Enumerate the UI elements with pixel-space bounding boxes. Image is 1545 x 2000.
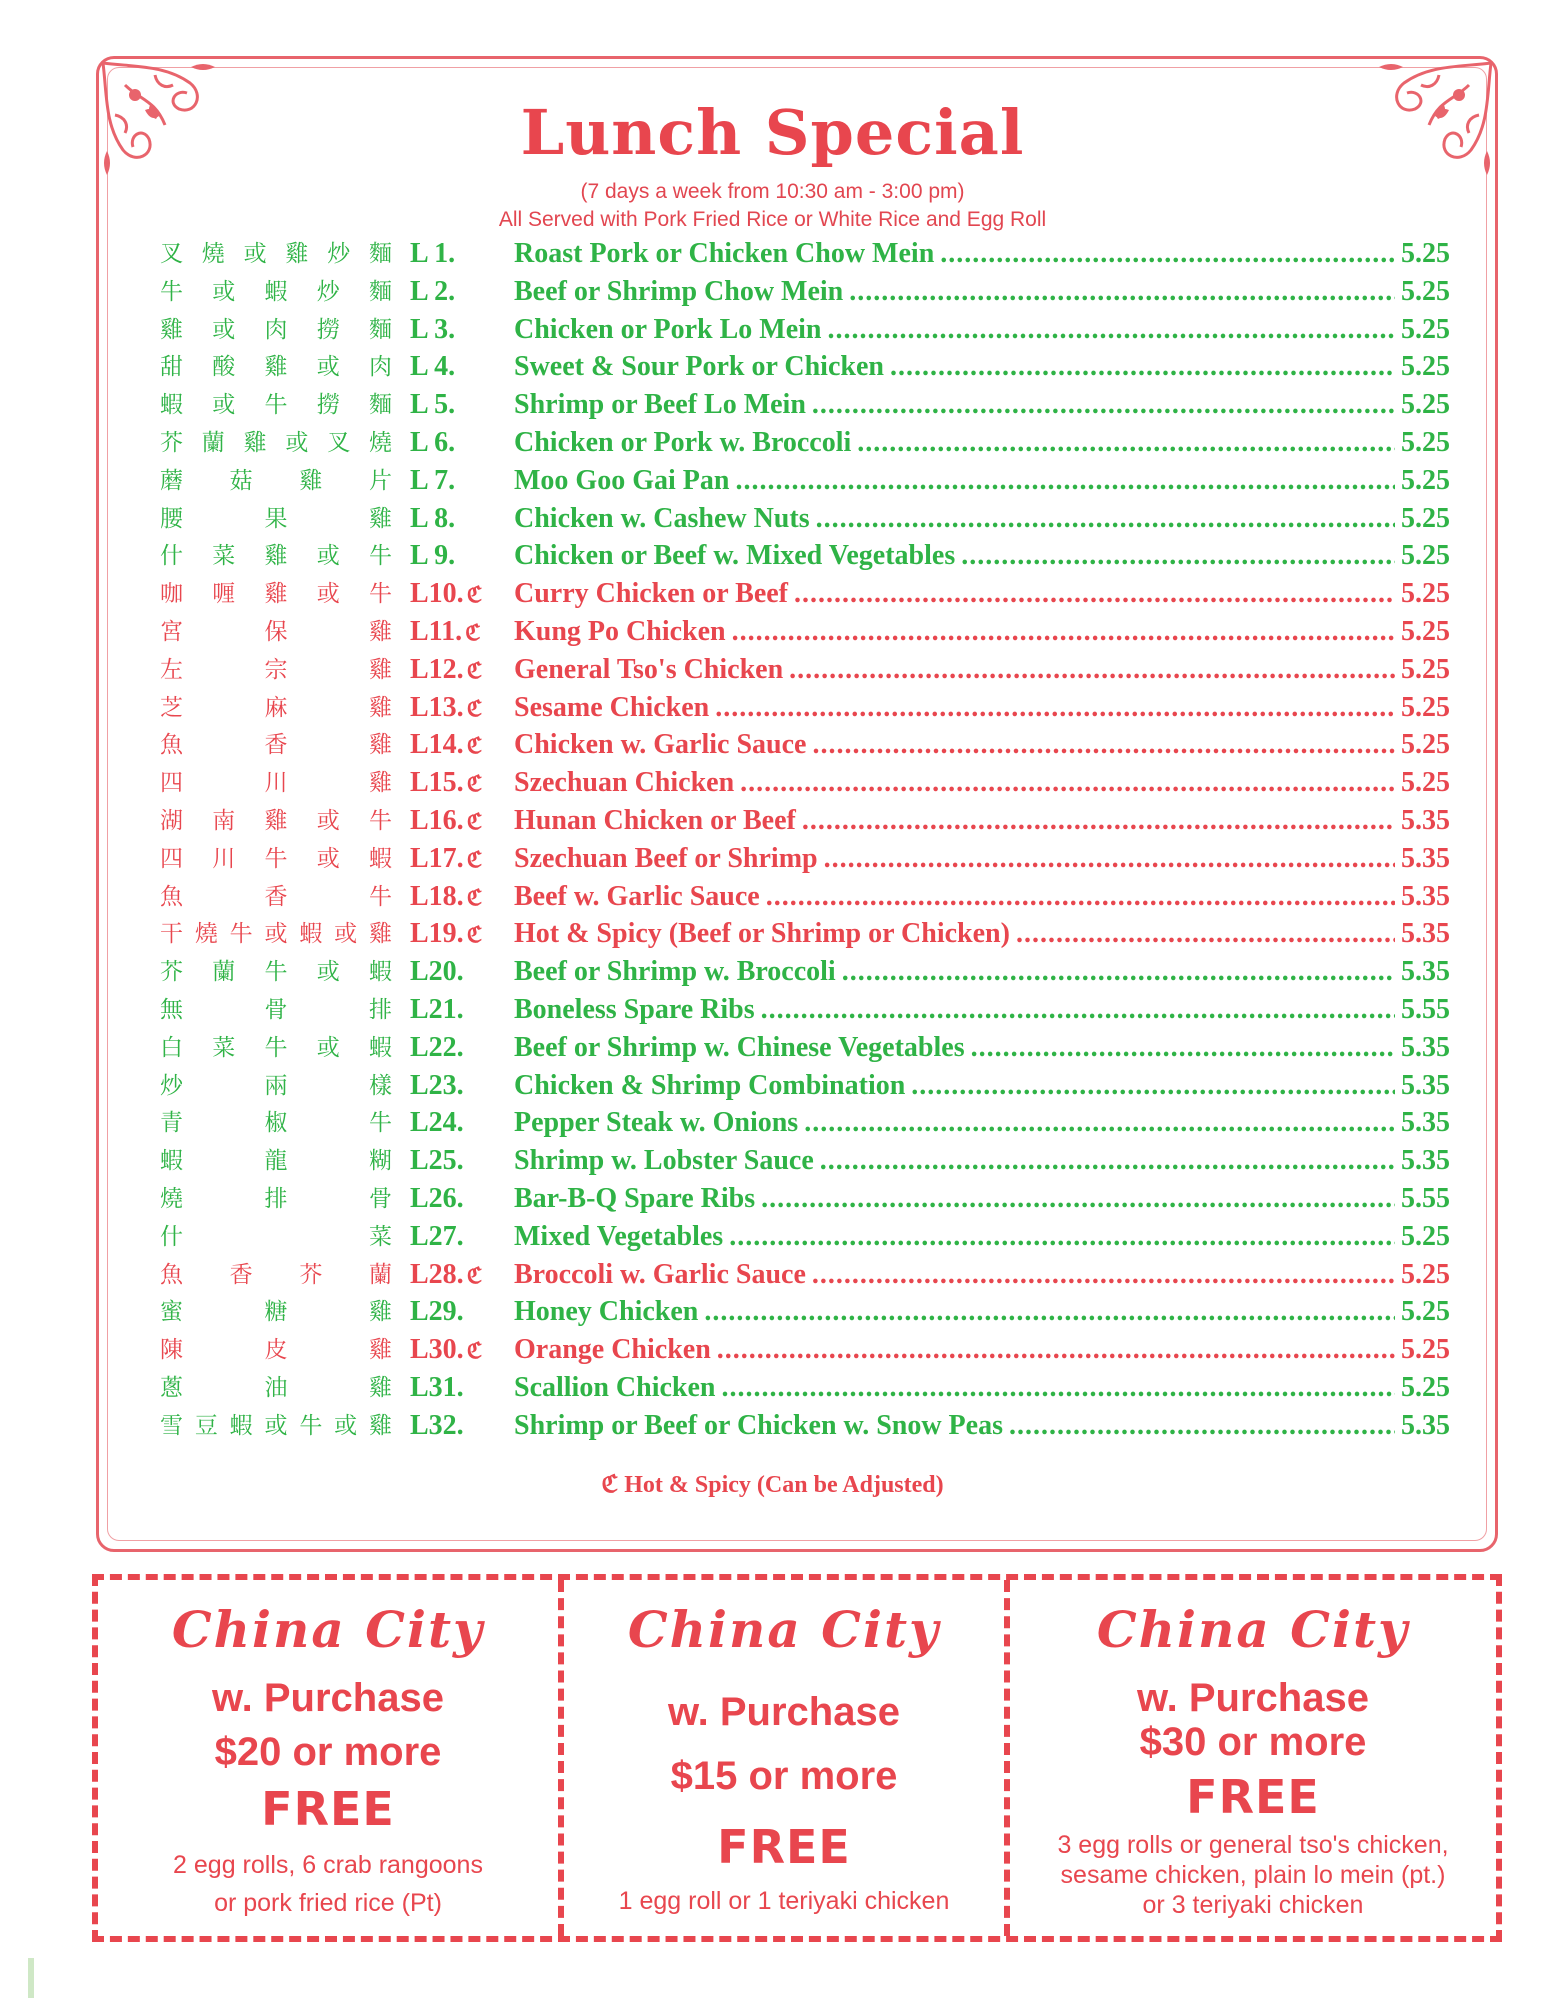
menu-item-name: Sweet & Sour Pork or Chicken	[514, 351, 884, 383]
menu-item-chinese-name: 炒 兩 樣	[160, 1072, 392, 1099]
menu-item-price: 5.55	[1401, 1182, 1450, 1214]
menu-item-chinese-name: 什 菜 雞 或 牛	[160, 543, 392, 570]
menu-item-row	[160, 501, 1450, 539]
menu-item-name: Broccoli w. Garlic Sauce	[514, 1258, 806, 1290]
menu-item-code-cell	[410, 1105, 520, 1141]
dot-leader	[804, 1105, 1395, 1141]
menu-item-row	[160, 841, 1450, 879]
menu-item-code: L32.	[410, 1409, 464, 1441]
menu-item-name-line	[514, 236, 1450, 272]
menu-item-chinese-name: 魚 香 雞	[160, 732, 392, 759]
menu-item-row	[160, 652, 1450, 690]
menu-item-price: 5.35	[1401, 956, 1450, 988]
pepper-icon: ℭ	[466, 657, 483, 683]
menu-item-price: 5.25	[1401, 238, 1450, 269]
menu-item-code-cell	[410, 1068, 520, 1104]
menu-item-chinese-name: 蜜 糖 雞	[160, 1299, 392, 1326]
menu-item-name-line	[514, 576, 1450, 612]
menu-item-name: Szechuan Chicken	[514, 767, 735, 799]
menu-item-name: Chicken & Shrimp Combination	[514, 1069, 906, 1101]
menu-item-name-line	[514, 349, 1450, 385]
menu-item-code-cell	[410, 727, 520, 764]
menu-item-name: Chicken w. Cashew Nuts	[514, 502, 810, 534]
menu-item-row	[160, 1257, 1450, 1295]
pepper-icon: ℭ	[466, 582, 483, 608]
menu-item-name-line	[514, 387, 1450, 423]
coupon-description: 2 egg rolls, 6 crab rangoons	[173, 1851, 483, 1879]
menu-item-code: L30.	[410, 1334, 464, 1366]
menu-item-price: 5.25	[1401, 502, 1450, 534]
menu-item-price: 5.35	[1401, 918, 1450, 950]
dot-leader	[766, 879, 1395, 915]
menu-item-name: Curry Chicken or Beef	[514, 578, 788, 610]
menu-item-code-cell	[410, 1408, 520, 1444]
dot-leader	[715, 690, 1395, 726]
menu-item-chinese-name: 魚 香 牛	[160, 883, 392, 910]
menu-item-row	[160, 1143, 1450, 1181]
menu-item-row	[160, 690, 1450, 728]
menu-item-chinese-name: 左 宗 雞	[160, 656, 392, 683]
pepper-icon: ℭ	[466, 884, 483, 910]
menu-item-code: L18.	[410, 880, 464, 912]
hours-subtitle: (7 days a week from 10:30 am - 3:00 pm)	[580, 180, 965, 203]
menu-item-code: L14.	[410, 729, 464, 761]
menu-item-price: 5.25	[1401, 578, 1450, 610]
menu-item-chinese-name: 芥 蘭 牛 或 蝦	[160, 959, 392, 986]
coupon-description: or pork fried rice (Pt)	[214, 1889, 442, 1917]
menu-item-name-line	[514, 614, 1450, 650]
menu-item-name: Boneless Spare Ribs	[514, 993, 755, 1025]
pepper-icon: ℭ	[601, 1472, 619, 1498]
menu-item-price: 5.25	[1401, 464, 1450, 496]
menu-item-code-cell	[410, 236, 520, 272]
menu-item-row	[160, 1332, 1450, 1370]
menu-item-price: 5.35	[1401, 804, 1450, 836]
menu-item-code: L21.	[410, 993, 464, 1025]
menu-item-code: L 7.	[410, 464, 456, 496]
menu-item-chinese-name: 芝 麻 雞	[160, 694, 392, 721]
menu-item-code: L19.	[410, 918, 464, 950]
menu-item-chinese-name: 宮 保 雞	[160, 618, 392, 645]
dot-leader	[961, 538, 1395, 574]
dot-leader	[717, 1332, 1395, 1368]
menu-item-chinese-name: 魚 香 芥 蘭	[160, 1261, 392, 1288]
menu-item-row	[160, 1105, 1450, 1143]
menu-item-row	[160, 274, 1450, 312]
menu-item-name: Scallion Chicken	[514, 1371, 716, 1403]
menu-item-code-cell	[410, 274, 520, 310]
coupon-threshold: $20 or more	[214, 1730, 442, 1774]
menu-item-code: L 2.	[410, 275, 456, 307]
menu-item-price: 5.25	[1401, 767, 1450, 799]
menu-item-name: Beef w. Garlic Sauce	[514, 880, 760, 912]
dot-leader	[761, 992, 1395, 1028]
menu-item-name-line	[514, 1068, 1450, 1104]
menu-item-name-line	[514, 1143, 1450, 1179]
menu-item-code: L 5.	[410, 389, 456, 421]
menu-list	[160, 236, 1450, 1446]
menu-item-row	[160, 463, 1450, 501]
menu-item-code-cell	[410, 954, 520, 990]
menu-item-name-line	[514, 1408, 1450, 1444]
menu-item-row	[160, 1068, 1450, 1106]
menu-item-name: Beef or Shrimp Chow Mein	[514, 275, 844, 307]
menu-item-name: Moo Goo Gai Pan	[514, 464, 730, 496]
menu-item-code-cell	[410, 576, 520, 613]
menu-item-name-line	[514, 992, 1450, 1028]
menu-item-name-line	[514, 1181, 1450, 1217]
menu-item-name-line	[514, 1257, 1450, 1293]
menu-item-chinese-name: 四 川 雞	[160, 770, 392, 797]
dot-leader	[940, 236, 1395, 272]
menu-item-row	[160, 614, 1450, 652]
menu-item-row	[160, 1408, 1450, 1446]
menu-item-code: L 3.	[410, 313, 456, 345]
menu-item-row	[160, 236, 1450, 274]
menu-item-name-line	[514, 1105, 1450, 1141]
menu-item-code: L10.	[410, 578, 464, 610]
spicy-footnote	[0, 1470, 1545, 1499]
menu-item-name-line	[514, 803, 1450, 839]
menu-item-name: Szechuan Beef or Shrimp	[514, 842, 818, 874]
coupon-free-label: FREE	[717, 1820, 851, 1874]
menu-item-code-cell	[410, 1143, 520, 1179]
menu-item-code: L 6.	[410, 426, 456, 458]
page-title: Lunch Special	[520, 96, 1025, 169]
menu-item-code-cell	[410, 652, 520, 689]
dot-leader	[735, 463, 1395, 499]
menu-item-name: Honey Chicken	[514, 1296, 699, 1328]
menu-item-row	[160, 727, 1450, 765]
dot-leader	[721, 1370, 1395, 1406]
served-with-subtitle: All Served with Pork Fried Rice or White Rice and Egg Roll	[498, 208, 1047, 231]
menu-item-name: Chicken or Pork Lo Mein	[514, 313, 822, 345]
coupon-description: or 3 teriyaki chicken	[1142, 1891, 1364, 1919]
menu-item-price: 5.25	[1401, 691, 1450, 723]
scan-artifact	[28, 1958, 34, 1998]
menu-item-price: 5.25	[1401, 1296, 1450, 1328]
coupon-15[interactable]	[564, 1580, 1004, 1936]
menu-item-chinese-name: 蝦 龍 糊	[160, 1148, 392, 1175]
menu-item-code: L17.	[410, 842, 464, 874]
menu-item-price: 5.35	[1401, 842, 1450, 874]
menu-item-chinese-name: 叉 燒 或 雞 炒 麵	[160, 241, 392, 267]
dot-leader	[857, 425, 1395, 461]
menu-item-name: Beef or Shrimp w. Chinese Vegetables	[514, 1031, 965, 1063]
menu-item-code-cell	[410, 614, 520, 651]
dot-leader	[802, 803, 1395, 839]
menu-item-price: 5.35	[1401, 1107, 1450, 1139]
menu-item-name: Chicken w. Garlic Sauce	[514, 729, 807, 761]
menu-item-name: Shrimp or Beef Lo Mein	[514, 389, 806, 421]
menu-item-row	[160, 1030, 1450, 1068]
dot-leader	[812, 727, 1395, 763]
menu-item-name-line	[514, 879, 1450, 915]
menu-item-name-line	[514, 916, 1450, 952]
menu-item-code: L 8.	[410, 502, 456, 534]
menu-item-name-line	[514, 727, 1450, 763]
menu-item-code: L20.	[410, 956, 464, 988]
menu-item-chinese-name: 湖 南 雞 或 牛	[160, 807, 392, 834]
menu-item-price: 5.25	[1401, 729, 1450, 761]
menu-item-price: 5.25	[1401, 1220, 1450, 1252]
dot-leader	[740, 765, 1395, 801]
menu-item-code: L28.	[410, 1258, 464, 1290]
menu-item-code: L26.	[410, 1182, 464, 1214]
menu-item-code-cell	[410, 1257, 520, 1294]
dot-leader	[1016, 916, 1395, 952]
coupon-free-label: FREE	[261, 1782, 395, 1836]
menu-item-code-cell	[410, 803, 520, 840]
menu-item-price: 5.35	[1401, 1409, 1450, 1441]
pepper-icon: ℭ	[466, 695, 483, 721]
coupon-threshold: $30 or more	[1139, 1720, 1367, 1764]
menu-item-price: 5.25	[1401, 389, 1450, 421]
menu-item-code-cell	[410, 1332, 520, 1369]
menu-item-row	[160, 803, 1450, 841]
menu-item-row	[160, 992, 1450, 1030]
menu-item-row	[160, 312, 1450, 350]
dot-leader	[849, 274, 1395, 310]
menu-item-name: Kung Po Chicken	[514, 615, 726, 647]
menu-item-price: 5.25	[1401, 1258, 1450, 1290]
menu-item-name-line	[514, 1294, 1450, 1330]
spicy-footnote-text: Hot & Spicy (Can be Adjusted)	[624, 1472, 944, 1498]
dot-leader	[812, 1257, 1395, 1293]
menu-item-price: 5.25	[1401, 351, 1450, 383]
menu-item-name: Pepper Steak w. Onions	[514, 1107, 799, 1139]
menu-item-chinese-name: 青 椒 牛	[160, 1110, 392, 1137]
pepper-icon: ℭ	[466, 733, 483, 759]
dot-leader	[729, 1219, 1395, 1255]
menu-item-code: L25.	[410, 1145, 464, 1177]
menu-item-code: L 1.	[410, 238, 456, 269]
menu-item-name-line	[514, 954, 1450, 990]
dot-leader	[820, 1143, 1395, 1179]
menu-item-chinese-name: 干 燒 牛 或 蝦 或 雞	[160, 921, 392, 948]
dot-leader	[732, 614, 1395, 650]
menu-item-price: 5.25	[1401, 653, 1450, 685]
menu-item-code: L23.	[410, 1069, 464, 1101]
dot-leader	[890, 349, 1395, 385]
menu-item-price: 5.25	[1401, 275, 1450, 307]
menu-item-name-line	[514, 690, 1450, 726]
menu-item-name-line	[514, 1370, 1450, 1406]
menu-item-name-line	[514, 274, 1450, 310]
menu-item-name-line	[514, 1332, 1450, 1368]
menu-item-price: 5.35	[1401, 1145, 1450, 1177]
menu-item-name-line	[514, 765, 1450, 801]
menu-item-name: Roast Pork or Chicken Chow Mein	[514, 238, 935, 269]
pepper-icon: ℭ	[466, 922, 483, 948]
menu-item-name: Beef or Shrimp w. Broccoli	[514, 956, 836, 988]
menu-item-name: Hot & Spicy (Beef or Shrimp or Chicken)	[514, 918, 1010, 950]
coupon-purchase-label: w. Purchase	[212, 1676, 444, 1720]
menu-item-row	[160, 425, 1450, 463]
menu-item-row	[160, 1370, 1450, 1408]
pepper-icon: ℭ	[466, 846, 483, 872]
menu-item-code-cell	[410, 349, 520, 385]
menu-item-code: L27.	[410, 1220, 464, 1252]
menu-item-code-cell	[410, 1181, 520, 1217]
menu-item-chinese-name: 蝦 或 牛 撈 麵	[160, 392, 392, 419]
menu-item-code-cell	[410, 312, 520, 348]
coupon-description: 3 egg rolls or general tso's chicken,	[1057, 1831, 1449, 1859]
menu-item-name-line	[514, 1219, 1450, 1255]
menu-item-code: L13.	[410, 691, 464, 723]
menu-item-chinese-name: 甜 酸 雞 或 肉	[160, 354, 392, 381]
menu-item-chinese-name: 白 菜 牛 或 蝦	[160, 1034, 392, 1061]
menu-item-name: Chicken or Beef w. Mixed Vegetables	[514, 540, 956, 572]
coupon-strip	[92, 1574, 1502, 1942]
menu-item-price: 5.35	[1401, 880, 1450, 912]
menu-item-row	[160, 916, 1450, 954]
pepper-icon: ℭ	[466, 771, 483, 797]
dot-leader	[842, 954, 1395, 990]
dot-leader	[827, 312, 1395, 348]
menu-item-name: Orange Chicken	[514, 1334, 711, 1366]
menu-item-chinese-name: 芥 蘭 雞 或 叉 燒	[160, 429, 392, 456]
menu-item-name-line	[514, 652, 1450, 688]
menu-item-name: Chicken or Pork w. Broccoli	[514, 426, 852, 458]
pepper-icon: ℭ	[466, 1338, 483, 1364]
menu-item-code: L22.	[410, 1031, 464, 1063]
menu-item-row	[160, 1294, 1450, 1332]
coupon-description: 1 egg roll or 1 teriyaki chicken	[618, 1887, 950, 1915]
dot-leader	[824, 841, 1395, 877]
menu-item-chinese-name: 牛 或 蝦 炒 麵	[160, 278, 392, 305]
menu-item-code-cell	[410, 841, 520, 878]
coupon-30[interactable]	[1010, 1580, 1496, 1936]
menu-item-name: Shrimp or Beef or Chicken w. Snow Peas	[514, 1409, 1003, 1441]
menu-item-name-line	[514, 425, 1450, 461]
menu-item-code-cell	[410, 387, 520, 423]
coupon-brand: China City	[1096, 1600, 1410, 1659]
coupon-threshold: $15 or more	[670, 1754, 898, 1798]
menu-item-name: Shrimp w. Lobster Sauce	[514, 1145, 814, 1177]
menu-item-code-cell	[410, 1294, 520, 1330]
menu-item-name-line	[514, 841, 1450, 877]
menu-item-name: Hunan Chicken or Beef	[514, 804, 796, 836]
coupon-purchase-label: w. Purchase	[1137, 1676, 1369, 1720]
menu-item-code-cell	[410, 1370, 520, 1406]
menu-item-price: 5.25	[1401, 426, 1450, 458]
menu-item-name: General Tso's Chicken	[514, 653, 784, 685]
coupon-brand: China City	[627, 1600, 941, 1659]
menu-item-code: L24.	[410, 1107, 464, 1139]
menu-item-code-cell	[410, 690, 520, 727]
menu-item-code-cell	[410, 992, 520, 1028]
menu-item-price: 5.25	[1401, 1371, 1450, 1403]
menu-item-chinese-name: 雞 或 肉 撈 麵	[160, 316, 392, 343]
menu-item-code: L31.	[410, 1371, 464, 1403]
menu-item-chinese-name: 燒 排 骨	[160, 1185, 392, 1212]
dot-leader	[789, 652, 1395, 688]
coupon-20[interactable]	[98, 1580, 558, 1936]
menu-item-code: L12.	[410, 653, 464, 685]
menu-item-code-cell	[410, 501, 520, 537]
menu-item-code-cell	[410, 1219, 520, 1255]
menu-item-price: 5.25	[1401, 313, 1450, 345]
menu-item-chinese-name: 蘑 菇 雞 片	[160, 467, 392, 494]
dot-leader	[1009, 1408, 1395, 1444]
menu-item-code: L 4.	[410, 351, 456, 383]
menu-item-code: L15.	[410, 767, 464, 799]
menu-item-chinese-name: 蔥 油 雞	[160, 1374, 392, 1401]
menu-item-code: L11.	[410, 615, 463, 647]
menu-item-name-line	[514, 501, 1450, 537]
menu-item-price: 5.25	[1401, 1334, 1450, 1366]
menu-item-chinese-name: 雪 豆 蝦 或 牛 或 雞	[160, 1412, 392, 1439]
menu-item-name-line	[514, 463, 1450, 499]
pepper-icon: ℭ	[465, 619, 481, 645]
menu-item-chinese-name: 咖 喱 雞 或 牛	[160, 581, 392, 608]
dot-leader	[761, 1181, 1395, 1217]
pepper-icon: ℭ	[466, 808, 483, 834]
menu-item-name-line	[514, 312, 1450, 348]
menu-item-code-cell	[410, 1030, 520, 1066]
menu-item-row	[160, 387, 1450, 425]
menu-item-row	[160, 1181, 1450, 1219]
dot-leader	[704, 1294, 1395, 1330]
dot-leader	[971, 1030, 1395, 1066]
menu-item-row	[160, 879, 1450, 917]
menu-item-row	[160, 538, 1450, 576]
menu-item-name: Mixed Vegetables	[514, 1220, 724, 1252]
menu-item-code-cell	[410, 916, 520, 953]
menu-item-chinese-name: 腰 果 雞	[160, 505, 392, 532]
menu-item-chinese-name: 陳 皮 雞	[160, 1337, 392, 1364]
pepper-icon: ℭ	[466, 1262, 483, 1288]
menu-item-code-cell	[410, 538, 520, 574]
coupon-description: sesame chicken, plain lo mein (pt.)	[1060, 1861, 1446, 1889]
menu-item-code-cell	[410, 425, 520, 461]
menu-item-price: 5.25	[1401, 540, 1450, 572]
dot-leader	[812, 387, 1395, 423]
menu-item-row	[160, 954, 1450, 992]
menu-item-chinese-name: 什 菜	[160, 1223, 392, 1250]
coupon-free-label: FREE	[1186, 1770, 1320, 1824]
menu-item-code: L16.	[410, 804, 464, 836]
dot-leader	[911, 1068, 1395, 1104]
dot-leader	[816, 501, 1395, 537]
menu-item-row	[160, 576, 1450, 614]
dot-leader	[794, 576, 1395, 612]
menu-item-price: 5.55	[1401, 993, 1450, 1025]
coupon-brand: China City	[171, 1600, 485, 1659]
menu-item-row	[160, 1219, 1450, 1257]
menu-item-name: Bar-B-Q Spare Ribs	[514, 1182, 756, 1214]
menu-item-code: L29.	[410, 1296, 464, 1328]
coupon-purchase-label: w. Purchase	[668, 1690, 900, 1734]
menu-item-row	[160, 765, 1450, 803]
menu-item-code: L 9.	[410, 540, 456, 572]
menu-item-chinese-name: 無 骨 排	[160, 996, 392, 1023]
menu-item-code-cell	[410, 765, 520, 802]
menu-item-price: 5.35	[1401, 1069, 1450, 1101]
menu-item-price: 5.35	[1401, 1031, 1450, 1063]
menu-item-chinese-name: 四 川 牛 或 蝦	[160, 845, 392, 872]
menu-item-name-line	[514, 1030, 1450, 1066]
menu-item-name: Sesame Chicken	[514, 691, 710, 723]
menu-item-code-cell	[410, 879, 520, 916]
menu-item-name-line	[514, 538, 1450, 574]
menu-item-code-cell	[410, 463, 520, 499]
menu-item-row	[160, 349, 1450, 387]
menu-item-price: 5.25	[1401, 615, 1450, 647]
